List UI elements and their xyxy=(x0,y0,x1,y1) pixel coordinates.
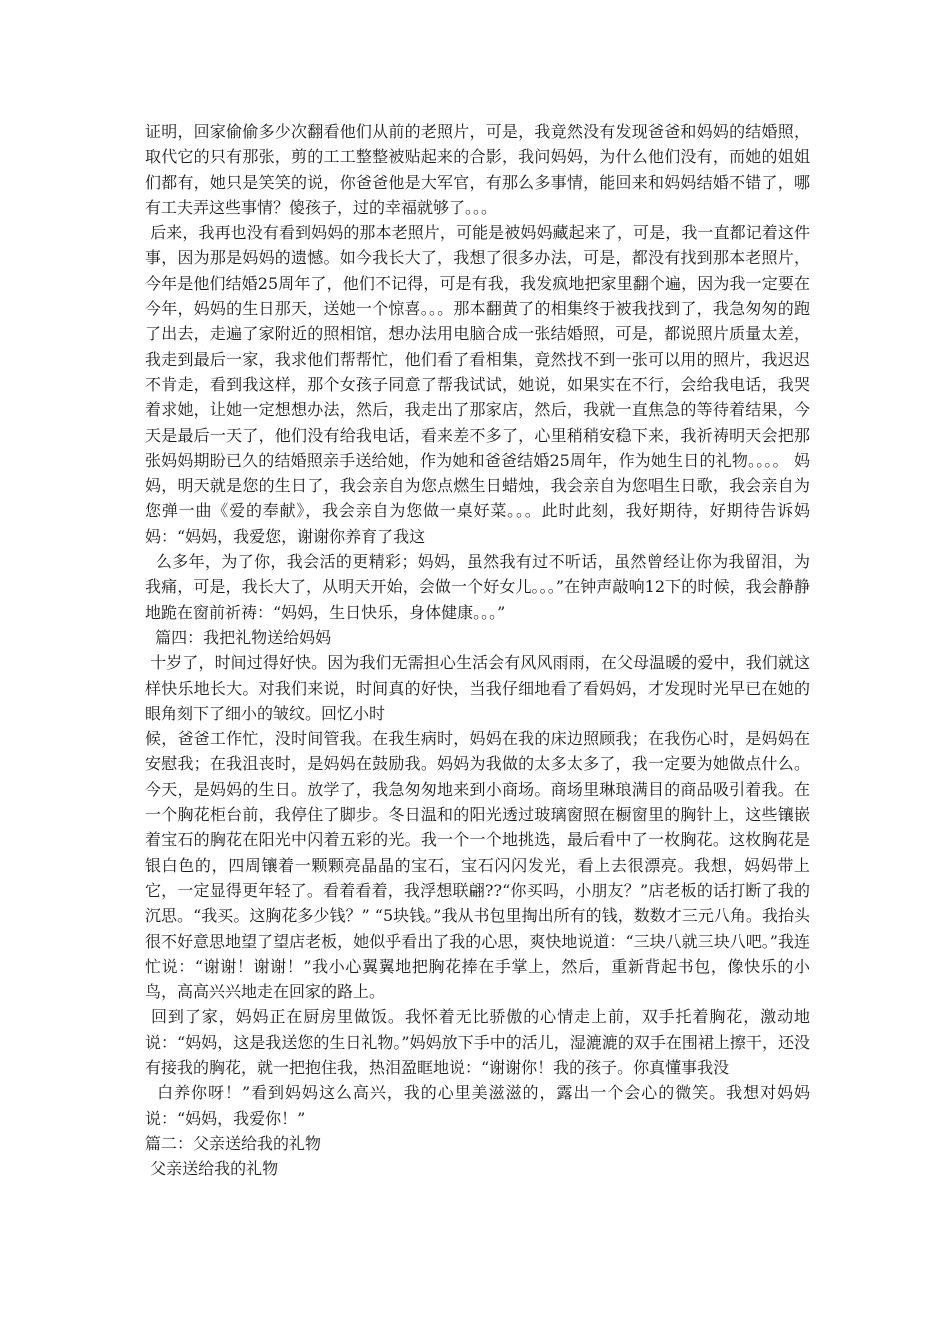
section-heading-chapter-four: 篇四：我把礼物送给妈妈 xyxy=(145,627,332,647)
paragraph-birthday-wish: 么多年，为了你，我会活的更精彩；妈妈，虽然我有过不听话，虽然曾经让你为我留泪，为我痛，可是，我长大了，从明天开始，会做一个好女儿。。。”在钟声敲响12下的时候，我会静静地跪在窗前祈祷：“妈妈，生日快乐，身体健康。。。” xyxy=(145,552,810,622)
document-body xyxy=(145,119,810,1181)
paragraph-buying-brooch: 候，爸爸工作忙，没时间管我。在我生病时，妈妈在我的床边照顾我；在我伤心时，是妈妈在安慰我；在我沮丧时，是妈妈在鼓励我。妈妈为我做的太多太多了，我一定要为她做点什么。今天，是妈妈的生日。放学了，我急匆匆地来到小商场。商场里琳琅满目的商品吸引着我。在一个胸花柜台前，我停住了脚步。冬日温和的阳光透过玻璃窗照在橱窗里的胸针上，这些镶嵌着宝石的胸花在阳光中闪着五彩的光。我一个一个地挑选，最后看中了一枚胸花。这枚胸花是银白色的，四周镶着一颗颗亮晶晶的宝石，宝石闪闪发光，看上去很漂亮。我想，妈妈带上它，一定显得更年轻了。看着看着，我浮想联翩??“你买吗，小朋友？”店老板的话打断了我的沉思。“我买。这胸花多少钱？” “5块钱。”我从书包里掏出所有的钱，数数才三元八角。我抬头很不好意思地望了望店老板，她似乎看出了我的心思，爽快地说道：“三块八就三块八吧。”我连忙说：“谢谢！谢谢！”我小心翼翼地把胸花捧在手掌上，然后，重新背起书包，像快乐的小鸟，高高兴兴地走在回家的路上。 xyxy=(145,729,810,1002)
paragraph-wedding-photo-search: 后来，我再也没有看到妈妈的那本老照片，可能是被妈妈藏起来了，可是，我一直都记着这件事，因为那是妈妈的遗憾。如今我长大了，我想了很多办法，可是，都没有找到那本老照片，今年是他们结婚25周年了，他们不记得，可是有我，我发疯地把家里翻个遍，因为我一定要在今年，妈妈的生日那天，送她一个惊喜。。。那本翻黄了的相集终于被我找到了，我急匆匆的跑了出去，走遍了家附近的照相馆，想办法用电脑合成一张结婚照，可是，都说照片质量太差，我走到最后一家，我求他们帮帮忙，他们看了看相集，竟然找不到一张可以用的照片，我迟迟不肯走，看到我这样，那个女孩子同意了帮我试试，她说，如果实在不行，会给我电话，我哭着求她，让她一定想想办法，然后，我走出了那家店，然后，我就一直焦急的等待着结果，今天是最后一天了，他们没有给我电话，看来差不多了，心里稍稍安稳下来，我祈祷明天会把那张妈妈期盼已久的结婚照亲手送给她，作为她和爸爸结婚25周年，作为她生日的礼物。。。。 妈妈，明天就是您的生日了，我会亲自为您点燃生日蜡烛，我会亲自为您唱生日歌，我会亲自为您弹一曲《爱的奉献》，我会亲自为您做一桌好菜。。。此时此刻，我好期待，好期待告诉妈妈：“妈妈，我爱您，谢谢你养育了我这 xyxy=(145,223,810,546)
paragraph-giving-gift: 回到了家，妈妈正在厨房里做饭。我怀着无比骄傲的心情走上前，双手托着胸花，激动地说：“妈妈，这是我送您的生日礼物。”妈妈放下手中的活儿，湿漉漉的双手在围裙上擦干，还没有接我的胸花，就一把抱住我，热泪盈眶地说：“谢谢你！我的孩子。你真懂事我没 xyxy=(145,1007,810,1077)
paragraph-ten-years-old: 十岁了，时间过得好快。因为我们无需担心生活会有风风雨雨，在父母温暖的爱中，我们就这样快乐地长大。对我们来说，时间真的好快，当我仔细地看了看妈妈，才发现时光早已在她的眼角刻下了细小的皱纹。回忆小时 xyxy=(145,653,810,723)
section-heading-chapter-two: 篇二：父亲送给我的礼物 xyxy=(145,1133,322,1153)
paragraph-ending: 白养你呀！”看到妈妈这么高兴，我的心里美滋滋的，露出一个会心的微笑。我想对妈妈说：“妈妈，我爱你！” xyxy=(145,1083,810,1128)
section-subtitle: 父亲送给我的礼物 xyxy=(145,1159,279,1179)
paragraph-photo-memory: 证明，回家偷偷多少次翻看他们从前的老照片，可是，我竟然没有发现爸爸和妈妈的结婚照，取代它的只有那张，剪的工工整整被贴起来的合影，我问妈妈，为什么他们没有，而她的姐姐们都有，她只是笑笑的说，你爸爸他是大军官，有那么多事情，能回来和妈妈结婚不错了，哪有工夫弄这些事情？傻孩子，过的幸福就够了。。。 xyxy=(145,122,810,217)
